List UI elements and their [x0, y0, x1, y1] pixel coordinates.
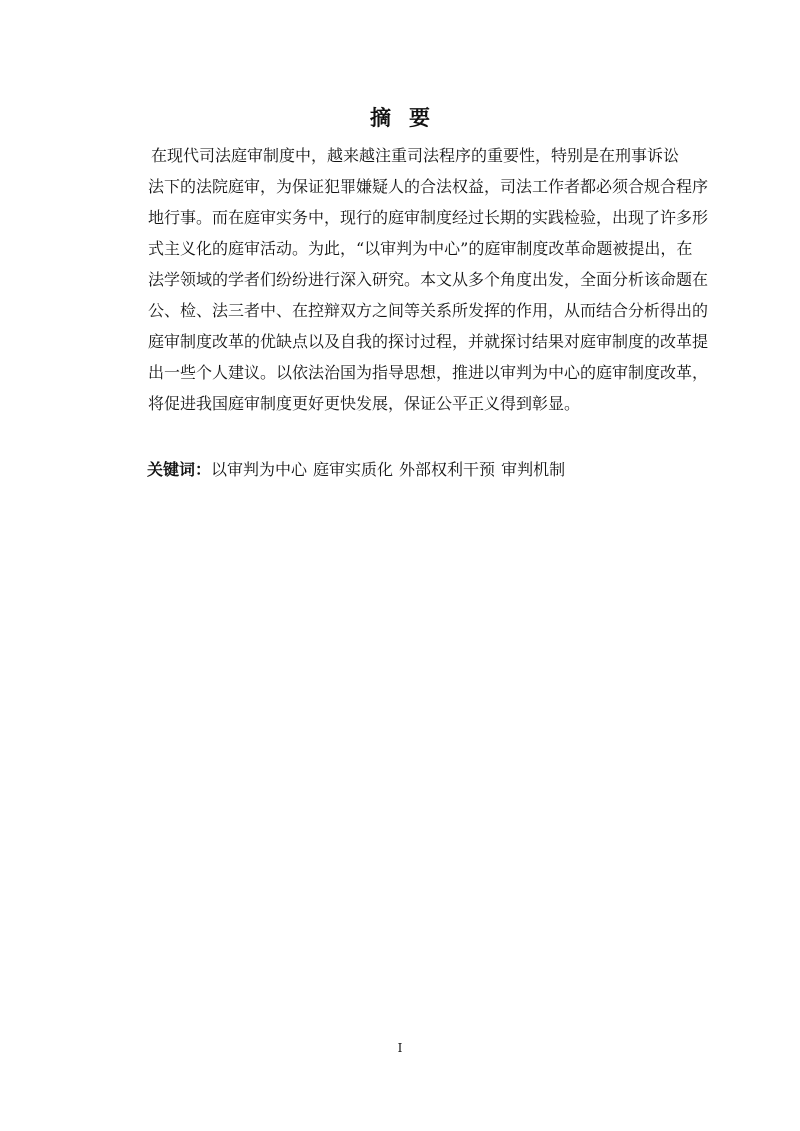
keyword: 审判机制 — [501, 460, 566, 479]
abstract-line: 将促进我国庭审制度更好更快发展，保证公平正义得到彰显。 — [148, 394, 581, 413]
abstract-line: 地行事。而在庭审实务中，现行的庭审制度经过长期的实践检验，出现了许多形 — [148, 208, 709, 227]
abstract-line: 法学领域的学者们纷纷进行深入研究。本文从多个角度出发，全面分析该命题在 — [148, 270, 709, 289]
keywords-line — [147, 456, 571, 484]
abstract-line: 公、检、法三者中、在控辩双方之间等关系所发挥的作用，从而结合分析得出的 — [148, 301, 709, 320]
page-number: I — [397, 1041, 403, 1055]
abstract-line: 庭审制度改革的优缺点以及自我的探讨过程，并就探讨结果对庭审制度的改革提 — [148, 332, 709, 351]
abstract-line: 法下的法院庭审，为保证犯罪嫌疑人的合法权益，司法工作者都必须合规合程序 — [148, 177, 709, 196]
abstract-body — [148, 140, 709, 419]
keyword: 以审判为中心 — [211, 460, 308, 479]
abstract-line: 式主义化的庭审活动。为此，“以审判为中心”的庭审制度改革命题被提出，在 — [148, 239, 693, 258]
keyword: 庭审实质化 — [313, 460, 394, 479]
keyword: 外部权利干预 — [399, 460, 496, 479]
abstract-title: 摘要 — [370, 105, 448, 130]
keywords-label: 关键词： — [147, 460, 212, 479]
abstract-line: 出一些个人建议。以依法治国为指导思想，推进以审判为中心的庭审制度改革， — [148, 363, 709, 382]
abstract-line: 在现代司法庭审制度中，越来越注重司法程序的重要性，特别是在刑事诉讼 — [151, 146, 680, 165]
